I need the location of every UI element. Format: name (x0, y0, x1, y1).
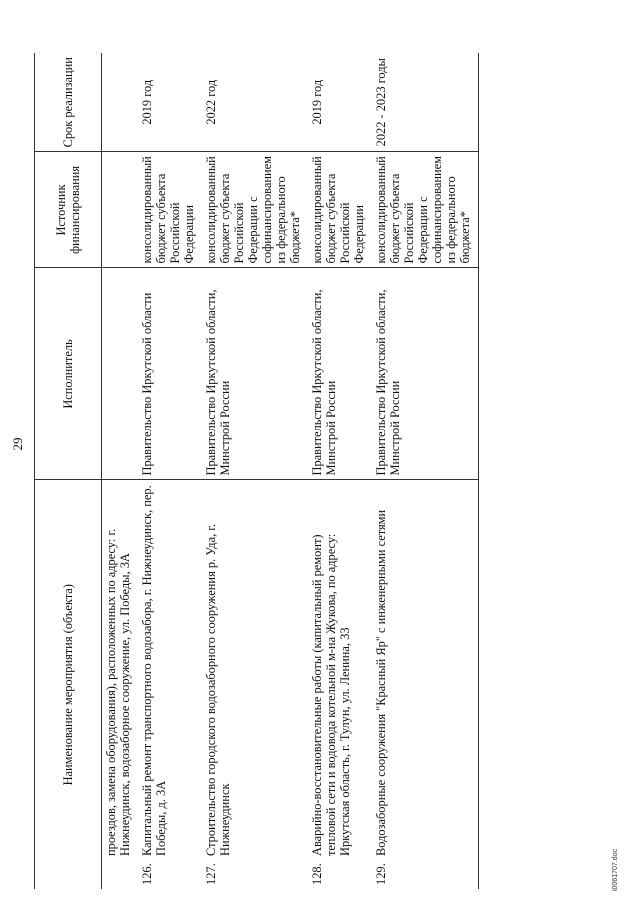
row-term: 2019 год (138, 53, 202, 152)
row-number: 129. (374, 863, 388, 885)
row-term: 2022 год (202, 53, 308, 152)
row-executor: Правительство Иркутской области, Минстрой России (308, 268, 372, 480)
row-executor: Правительство Иркутской области (138, 268, 202, 480)
row-executor: Правительство Иркутской области, Минстрой России (372, 268, 479, 480)
row-term: 2022 - 2023 годы (372, 53, 479, 152)
row-name: Строительство городского водозаборного сооружения р. Уда, г. Нижнеудинск (204, 523, 232, 856)
document-code: i0061707.doc (612, 848, 619, 891)
header-executor: Исполнитель (35, 268, 102, 480)
measures-table (34, 53, 479, 889)
header-name: Наименование мероприятия (объекта) (35, 480, 102, 889)
table-row (372, 53, 479, 889)
row-name: Аварийно-восстановительные работы (капитальный ремонт) тепловой сети и водовода котельной м-на Жукова, по адресу: Иркутская область, г. Тулун, ул. Ленина, 33 (310, 533, 352, 856)
header-source: Источник финансирования (35, 152, 102, 268)
row-number: 127. (204, 863, 218, 885)
row-source: консолидированный бюджет субъекта Российской Федерации (138, 152, 202, 268)
table-row (138, 53, 202, 889)
page-number: 29 (10, 437, 25, 451)
row-source: консолидированный бюджет субъекта Российской Федерации с софинансированием из федерального бюджета* (372, 152, 479, 268)
table-row (308, 53, 372, 889)
row-source: консолидированный бюджет субъекта Российской Федерации с софинансированием из федерального бюджета* (202, 152, 308, 268)
row-executor: Правительство Иркутской области, Минстрой России (202, 268, 308, 480)
continued-name-text: проездов, замена оборудования), расположенных по адресу: г. Нижнеудинск, водозаборное сооружение, ул. Победы, 3А (104, 528, 132, 856)
table-row (202, 53, 308, 889)
row-name: Водозаборные сооружения "Красный Яр" с инженерными сетями (374, 509, 388, 856)
header-term: Срок реализации (35, 53, 102, 152)
row-name: Капитальный ремонт транспортного водозабора, г. Нижнеудинск, пер. Победы, д. 3А (140, 485, 168, 856)
row-source: консолидированный бюджет субъекта Российской Федерации (308, 152, 372, 268)
table-row-continuation (102, 53, 139, 889)
row-number: 128. (310, 863, 324, 885)
row-term: 2019 год (308, 53, 372, 152)
row-number: 126. (140, 863, 154, 885)
table-header-row (35, 53, 102, 889)
